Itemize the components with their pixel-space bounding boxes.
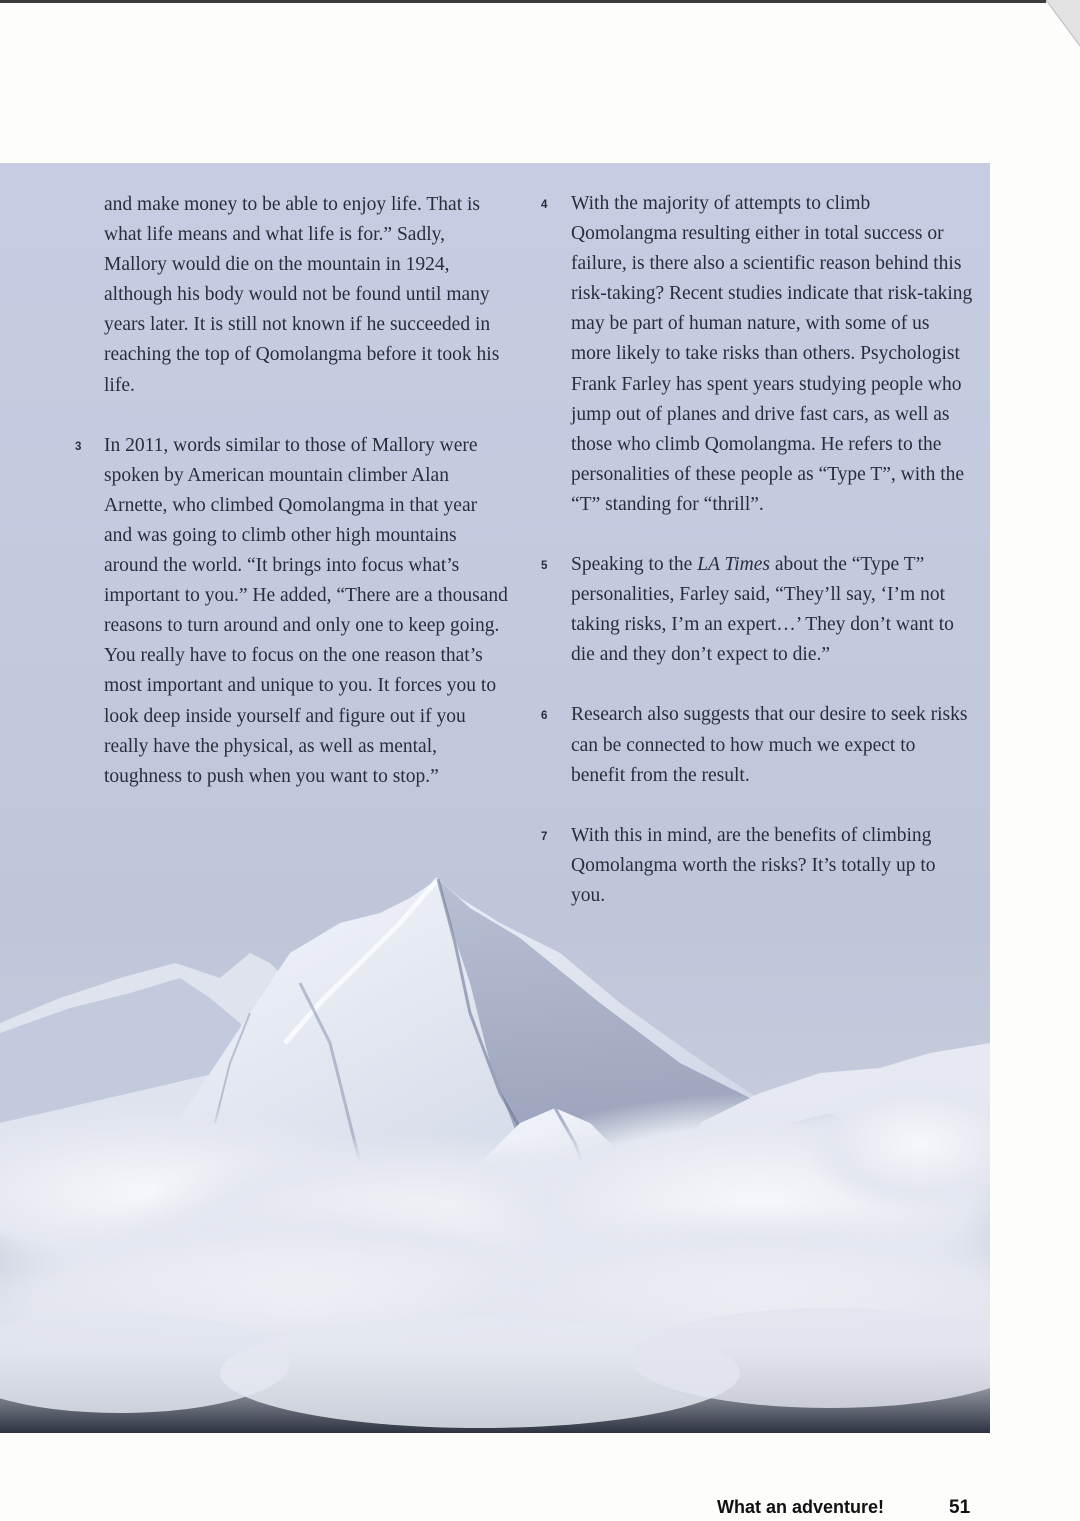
footer-unit-title: What an adventure! xyxy=(717,1497,885,1517)
article-left-column xyxy=(75,190,509,792)
footer-page-number: 51 xyxy=(949,1497,971,1518)
article-right-column xyxy=(541,189,973,911)
paragraph-text: Research also suggests that our desire to seek risks can be connected to how much we expect to benefit from the result. xyxy=(571,704,968,786)
paragraph-text-before: Speaking to the xyxy=(571,554,698,576)
page-corner-fold xyxy=(1046,0,1080,46)
paragraph-7 xyxy=(541,821,973,911)
paragraph-text-after: about the “Type T” personalities, Farley said, “They’ll say, ‘I’m not taking risks, I’m an expert…’ They don’t want to die and they don’t expect to die.” xyxy=(571,554,954,666)
paragraph-6 xyxy=(541,700,973,790)
paragraph-4 xyxy=(541,189,973,520)
paragraph-number: 4 xyxy=(541,199,548,211)
paragraph-text: In 2011, words similar to those of Mallory were spoken by American mountain climber Alan Arnette, who climbed Qomolangma in that year and was going to climb other high mountains around the world. “It brings into focus what’s important to you.” He added, “There are a thousand reasons to turn around and only one to keep going. You really have to focus on the one reason that’s most important and unique to you. It forces you to look deep inside yourself and figure out if you really have the physical, as well as mental, toughness to push when you want to stop.” xyxy=(104,434,508,787)
paragraph-number: 7 xyxy=(541,830,548,843)
paragraph-text: With the majority of attempts to climb Qomolangma resulting either in total success or failure, is there also a scientific reason behind this risk-taking? Recent studies indicate that risk-taking may be part of human nature, with some of us more likely to take risks than others. Psychologist Frank Farley has spent years studying people who jump out of planes and drive fast cars, as well as those who climb Qomolangma. He refers to the personalities of these people as “Type T”, with the “T” standing for “thrill”. xyxy=(571,193,973,515)
paragraph-3 xyxy=(75,431,509,792)
top-border-line xyxy=(0,0,1046,3)
paragraph-number: 5 xyxy=(541,560,548,573)
paragraph-2-continued: and make money to be able to enjoy life. That is what life means and what life is for.” Sadly, Mallory would die on the mountain in 1924, although his body would not be found until many years later. It is still not known if he succeeded in reaching the top of Qomolangma before it took his life. xyxy=(104,194,500,396)
paragraph-text: With this in mind, are the benefits of climbing Qomolangma worth the risks? It’s totally up to you. xyxy=(571,824,936,906)
paragraph-5 xyxy=(541,550,973,670)
paragraph-number: 6 xyxy=(541,710,548,723)
paragraph-number: 3 xyxy=(75,440,82,453)
publication-name: LA Times xyxy=(697,554,770,576)
